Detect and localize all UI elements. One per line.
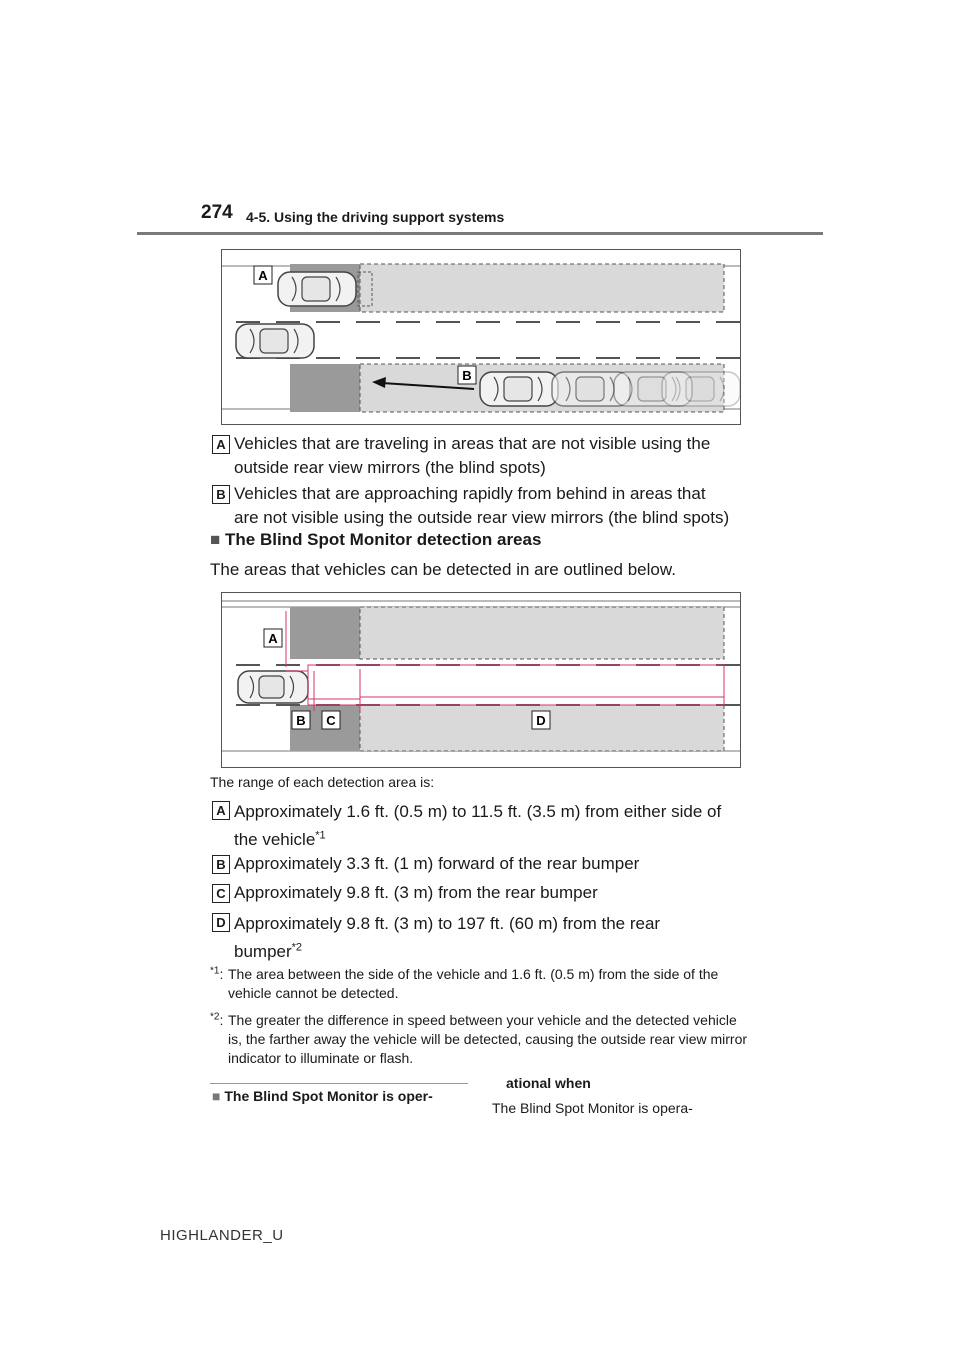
detection-area-figure: [221, 592, 741, 768]
figure2-label-a: A: [268, 631, 278, 646]
range-c-line1: Approximately 9.8 ft. (3 m) from the rear bumper: [234, 883, 598, 902]
footnote-ref-1: *1: [315, 829, 326, 842]
bottom-heading-col1-text: The Blind Spot Monitor is oper-: [224, 1088, 433, 1104]
bottom-divider: [210, 1083, 468, 1084]
bullet-icon: ■: [212, 1088, 221, 1104]
range-b-line1: Approximately 3.3 ft. (1 m) forward of the rear bumper: [234, 854, 640, 873]
badge-a: A: [212, 801, 230, 820]
header-rule: [137, 232, 823, 235]
footer-model: HIGHLANDER_U: [160, 1227, 284, 1244]
bottom-heading-col2: ational when: [506, 1075, 591, 1091]
range-a-line2: the vehicle: [234, 830, 316, 849]
page-number: 274: [201, 202, 233, 223]
legend-b-line2: are not visible using the outside rear view mirrors (the blind spots): [234, 508, 730, 527]
footnote-2: $^{*2}$: The greater the difference in speed between your vehicle and the detected vehicle is, the farther away the vehicle will be detected, causing the outside rear view mirror indicator to illuminate or flash.: [210, 1011, 748, 1066]
section-heading-text: The Blind Spot Monitor detection areas: [225, 530, 542, 549]
detection-area-diagram: [222, 593, 740, 767]
footnote-mark-1: *1: [210, 965, 220, 977]
range-a-line1: Approximately 1.6 ft. (0.5 m) to 11.5 ft. (3.5 m) from either side of: [234, 802, 722, 821]
intro-text: The areas that vehicles can be detected in are outlined below.: [210, 560, 676, 579]
badge-b: B: [212, 485, 230, 504]
blind-spot-figure: [221, 249, 741, 425]
footnote-2-text: The greater the difference in speed between your vehicle and the detected vehicle is, the farther away the vehicle will be detected, causing the outside rear view mirror indicator to illuminate or flash.: [228, 1012, 748, 1066]
badge-c: C: [212, 884, 230, 903]
range-d-line1: Approximately 9.8 ft. (3 m) to 197 ft. (60 m) from the rear: [234, 914, 661, 933]
badge-b: B: [212, 855, 230, 874]
figure1-label-a: A: [258, 268, 268, 283]
figure2-label-c: C: [326, 713, 336, 728]
footnote-mark-2: *2: [210, 1011, 220, 1023]
figure1-label-b: B: [462, 368, 472, 383]
bottom-heading-col1: [212, 1088, 433, 1104]
figure2-label-b: B: [296, 713, 306, 728]
bullet-icon: ■: [210, 530, 221, 549]
legend-b-line1: Vehicles that are approaching rapidly from behind in areas that: [234, 484, 706, 503]
badge-d: D: [212, 913, 230, 932]
range-d-line2: bumper: [234, 942, 292, 961]
badge-a: A: [212, 435, 230, 454]
figure2-label-d: D: [536, 713, 546, 728]
bottom-col2-text: The Blind Spot Monitor is opera-: [492, 1100, 693, 1116]
range-caption: The range of each detection area is:: [210, 774, 435, 790]
section-heading: [210, 530, 541, 550]
footnote-ref-2: *2: [291, 941, 303, 954]
blind-spot-diagram: [222, 250, 740, 424]
footnote-1-text: The area between the side of the vehicle and 1.6 ft. (0.5 m) from the side of the vehicle cannot be detected.: [228, 966, 719, 1001]
legend-a-line1: Vehicles that are traveling in areas that are not visible using the: [234, 434, 711, 453]
legend-a-line2: outside rear view mirrors (the blind spots): [234, 458, 546, 477]
section-title: 4-5. Using the driving support systems: [246, 209, 505, 225]
footnote-1: $^{*1}$: The area between the side of the vehicle and 1.6 ft. (0.5 m) from the side of the vehicle cannot be detected.: [210, 965, 745, 984]
